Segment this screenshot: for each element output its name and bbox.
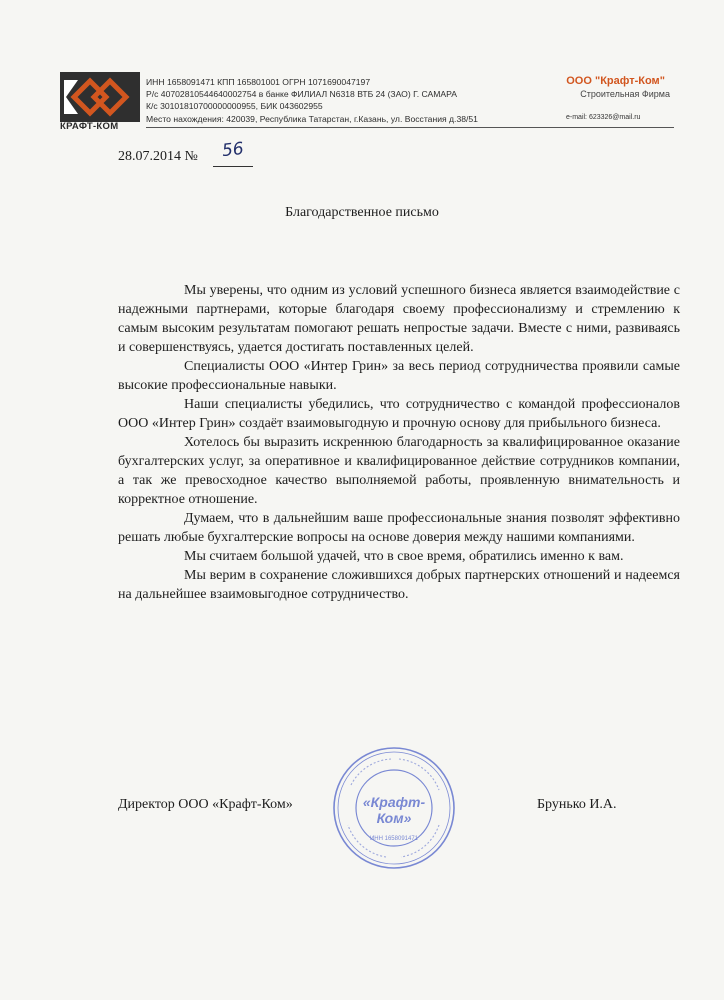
company-stamp [331,745,457,871]
requisite-line: Место нахождения: 420039, Республика Татарстан, г.Казань, ул. Восстания д.38/51 [146,113,478,124]
letter-date-number: 28.07.2014 № [118,149,198,164]
firm-email: e-mail: 623326@mail.ru [566,114,641,121]
firm-name: ООО "Крафт-Ком" [566,75,665,87]
body-paragraph: Специалисты ООО «Интер Грин» за весь период сотрудничества проявили самые высокие профессиональные навыки. [118,359,680,393]
body-paragraph: Мы верим в сохранение сложившихся добрых партнерских отношений и надеемся на дальнейшее взаимовыгодное сотрудничество. [118,568,680,602]
body-paragraph: Хотелось бы выразить искреннюю благодарность за квалифицированное оказание бухгалтерских услуг, за оперативное и квалифицированное действие сотрудников компании, а так же превосходное качество выполняемой работы, проявленную внимательность и корректное отношение. [118,435,680,507]
requisite-line: Р/с 40702810544640002754 в банке ФИЛИАЛ N6318 ВТБ 24 (ЗАО) Г. САМАРА [146,89,458,100]
firm-subtitle: Строительная Фирма [580,89,670,99]
stamp-center-text: «Крафт- [362,794,426,810]
number-underline [213,166,253,167]
body-paragraph: Думаем, что в дальнейшим ваше профессиональные знания позволят эффективно решать любые бухгалтерские вопросы на основе доверия между нашими компаниями. [118,511,680,545]
logo-text: КРАФТ-КОМ [60,121,119,132]
firm-block [566,75,670,99]
signature-position: Директор ООО «Крафт-Ком» [118,797,293,812]
body-paragraph: Наши специалисты убедились, что сотрудничество с командой профессионалов ООО «Интер Грин» создаёт взаимовыгодную и прочную основу для прибыльного бизнеса. [118,397,680,431]
header-divider [146,127,674,128]
stamp-inn: ИНН 1658091471 [369,836,419,842]
requisite-line: К/с 30101810700000000955, БИК 043602955 [146,101,323,112]
handwritten-letter-number: 56 [221,138,245,162]
body-paragraph: Мы уверены, что одним из условий успешного бизнеса является взаимодействие с надежными партнерами, которые благодаря своему профессионализму и стремлению к самым высоким результатам помогают решать непростые задачи. Вместе с ними, развиваясь и совершенствуясь, удается достигать поставленных целей. [118,283,680,355]
company-requisites [146,76,478,125]
requisite-line: ИНН 1658091471 КПП 165801001 ОГРН 1071690047197 [146,77,371,87]
letter-title: Благодарственное письмо [285,205,439,220]
stamp-center-text: Ком» [376,810,412,826]
letter-body [118,281,680,604]
body-paragraph: Мы считаем большой удачей, что в свое время, обратились именно к вам. [184,549,624,564]
signature-name: Брунько И.А. [537,797,617,812]
